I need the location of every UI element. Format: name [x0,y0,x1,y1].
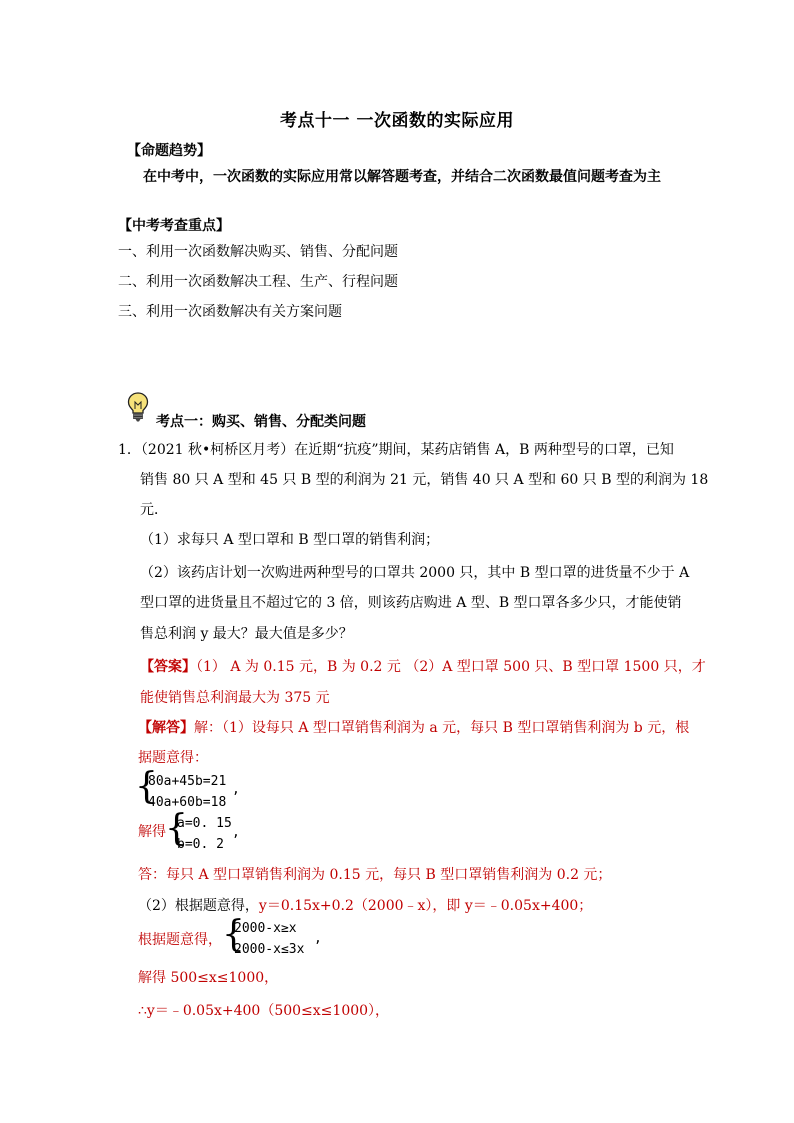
range-line: 解得 500≤x≤1000， [138,970,279,986]
question-1: （1）求每只 A 型口罩和 B 型口罩的销售利润； [140,532,440,548]
solution-text-1: 解：（1）设每只 A 型口罩销售利润为 a 元，每只 B 型口罩销售利润为 b 元，根 [194,720,690,736]
problem-line-3: 元． [140,502,168,518]
focus-item-2: 二、利用一次函数解决工程、生产、行程问题 [118,274,398,290]
part-2-formula: y＝0.15x+0.2（2000﹣x），即 y＝﹣0.05x+400； [258,898,593,914]
inequality-top: 2000-x≥x [234,921,297,936]
inequality-bottom: 2000-x≤3x [234,942,305,957]
question-2-line-2: 型口罩的进货量且不超过它的 3 倍，则该药店购进 A 型、B 型口罩各多少只，才能使销 [140,595,682,611]
equation-1-bottom: 40a+60b=18 [148,795,227,810]
solution-line-1 [138,717,689,737]
part-2-line [138,895,592,915]
brace-2: { [165,808,188,849]
trend-heading: 【命题趋势】 [127,143,211,159]
section-label: 考点一：购买、销售、分配类问题 [156,414,366,430]
trend-text: 在中考中，一次函数的实际应用常以解答题考查，并结合二次函数最值问题考查为主 [143,169,661,185]
equation-2-comma: , [232,825,240,840]
part-2-prefix: （2）根据题意得， [138,898,259,914]
problem-line-2: 销售 80 只 A 型和 45 只 B 型的利润为 21 元，销售 40 只 A 型和 60 只 B 型的利润为 18 [140,472,709,488]
inequality-prefix: 根据题意得， [138,932,222,948]
question-2-line-1: （2）该药店计划一次购进两种型号的口罩共 2000 只，其中 B 型口罩的进货量不少于 A [140,565,690,581]
equation-2-top: a=0. 15 [177,816,232,831]
answer-line-2: 能使销售总利润最大为 375 元 [140,690,330,706]
answer-line-1 [140,656,706,676]
answer-label: 【答案】 [140,659,196,675]
focus-item-3: 三、利用一次函数解决有关方案问题 [118,304,342,320]
answer-text-1: （1） A 为 0.15 元，B 为 0.2 元 （2）A 型口罩 500 只、B 型口罩 1500 只，才 [196,659,706,675]
problem-line-1: 1．（2021 秋•柯桥区月考）在近期“抗疫”期间，某药店销售 A，B 两种型号的口罩，已知 [118,442,674,458]
equation-1-top: 80a+45b=21 [148,774,227,789]
solution-line-2: 据题意得： [138,750,208,766]
solve-prefix: 解得 [138,824,166,840]
answer-part-1: 答：每只 A 型口罩销售利润为 0.15 元，每只 B 型口罩销售利润为 0.2 元； [138,867,612,883]
brace-3: { [222,914,245,955]
brace-1: { [135,766,158,807]
page-title: 考点十一 一次函数的实际应用 [280,111,514,131]
lightbulb-icon [127,392,149,422]
solution-label: 【解答】 [138,720,194,736]
equation-2-bottom: b=0. 2 [177,837,224,852]
equation-1-comma: , [232,782,240,797]
question-2-line-3: 售总利润 y 最大？最大值是多少？ [140,626,353,642]
inequality-comma: , [314,931,322,946]
final-line: ∴y＝﹣0.05x+400（500≤x≤1000）， [138,1003,390,1019]
focus-heading: 【中考考查重点】 [118,218,230,234]
focus-item-1: 一、利用一次函数解决购买、销售、分配问题 [118,244,398,260]
